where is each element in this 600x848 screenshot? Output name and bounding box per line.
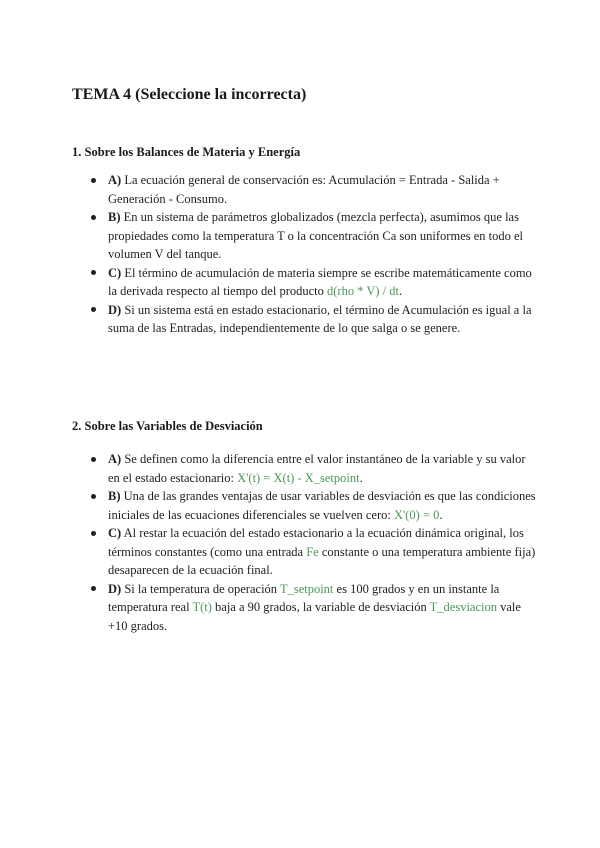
option-text: baja a 90 grados, la variable de desviación xyxy=(211,600,430,614)
math-expression: T(t) xyxy=(192,600,212,614)
math-expression: Fe xyxy=(306,544,319,559)
list-item xyxy=(108,208,538,264)
option-letter: A) xyxy=(108,452,122,466)
option-letter: A) xyxy=(108,173,122,187)
option-text: es 100 grados y en un instante la temperatura real xyxy=(108,581,500,614)
option-text: En un sistema de parámetros globalizados (mezcla perfecta), asumimos que las propiedades como la temperatura T o la concentración Ca son uniformes en todo el volumen V del tanque. xyxy=(108,210,524,261)
option-letter: B) xyxy=(108,210,121,224)
section-1-list xyxy=(108,171,538,338)
option-text: . xyxy=(359,470,363,485)
option-letter: D) xyxy=(108,581,122,596)
option-text: Se definen como la diferencia entre el valor instantáneo de la variable y su valor en el estado estacionario: xyxy=(108,452,526,485)
option-letter: C) xyxy=(108,526,122,540)
math-expression: d(rho * V) / dt xyxy=(327,284,400,298)
option-text: . xyxy=(399,284,403,298)
option-text: El término de acumulación de materia siempre se escribe matemáticamente como la derivada respecto al tiempo del producto xyxy=(108,265,532,298)
section-1-title: 1. Sobre los Balances de Materia y Energía xyxy=(72,145,301,159)
option-letter: B) xyxy=(108,489,121,503)
list-item xyxy=(108,524,538,580)
option-text: Una de las grandes ventajas de usar variables de desviación es que las condiciones iniciales de las ecuaciones diferenciales se vuelven cero: xyxy=(108,489,536,522)
list-item xyxy=(108,301,538,338)
list-item xyxy=(108,171,538,208)
math-expression: T_desviacion xyxy=(429,600,497,614)
section-2-list xyxy=(108,450,538,635)
document-title: TEMA 4 (Seleccione la incorrecta) xyxy=(72,86,307,103)
list-item xyxy=(108,487,538,524)
option-text: Si un sistema está en estado estacionario, el término de Acumulación es igual a la suma de las Entradas, independientemente de lo que salga o se genere. xyxy=(108,302,532,335)
option-letter: C) xyxy=(108,265,122,280)
math-expression: T_setpoint xyxy=(279,581,334,596)
option-text: La ecuación general de conservación es: Acumulación = Entrada - Salida + Generación - Consumo. xyxy=(108,173,500,206)
math-expression: X'(0) = 0 xyxy=(393,507,440,522)
math-expression: X'(t) = X(t) - X_setpoint xyxy=(237,470,360,485)
option-text: . xyxy=(439,507,443,522)
option-letter: D) xyxy=(108,302,122,317)
list-item xyxy=(108,580,538,636)
list-item xyxy=(108,450,538,487)
option-text: vale +10 grados. xyxy=(108,600,521,633)
option-text: Si la temperatura de operación xyxy=(124,581,280,596)
section-2-title: 2. Sobre las Variables de Desviación xyxy=(72,419,263,433)
option-text: Al restar la ecuación del estado estacionario a la ecuación dinámica original, los términos constantes (como una entrada xyxy=(108,526,524,559)
list-item xyxy=(108,264,538,301)
option-text: constante o una temperatura ambiente fija) desaparecen de la ecuación final. xyxy=(108,544,536,577)
